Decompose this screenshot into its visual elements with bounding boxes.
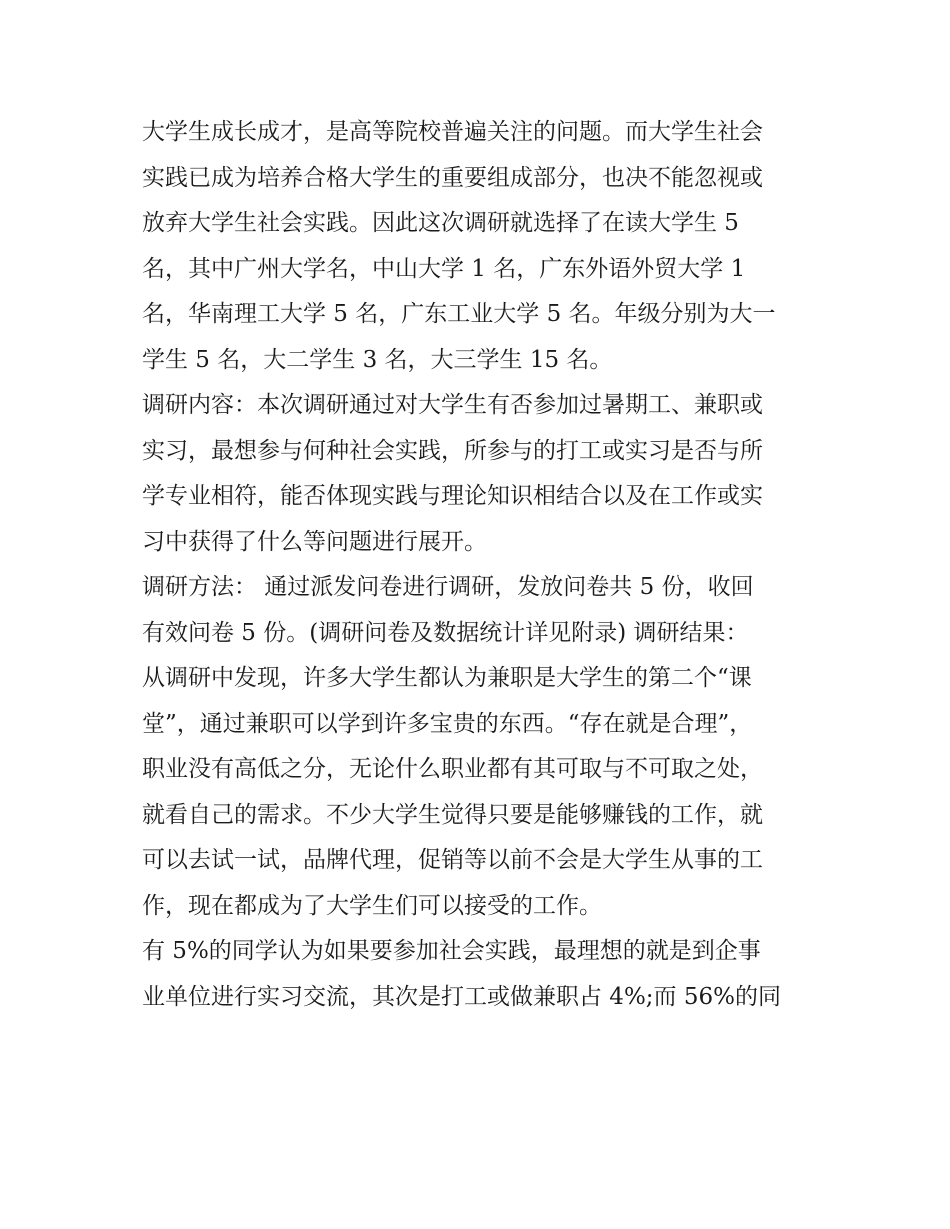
body-text: [142, 110, 822, 1020]
text-line: 实习，最想参与何种社会实践，所参与的打工或实习是否与所: [142, 437, 763, 464]
text-line: 职业没有高低之分，无论什么职业都有其可取与不可取之处，: [142, 756, 763, 782]
text-line: 学专业相符，能否体现实践与理论知识相结合以及在工作或实: [142, 483, 763, 509]
text-line: 有 5%的同学认为如果要参加社会实践，最理想的就是到企事: [142, 938, 761, 964]
text-line: 就看自己的需求。不少大学生觉得只要是能够赚钱的工作，就: [142, 801, 763, 828]
text-line: 有效问卷 5 份。(调研问卷及数据统计详见附录) 调研结果：: [142, 619, 749, 646]
text-line: 作，现在都成为了大学生们可以接受的工作。: [142, 892, 602, 919]
text-line: 学生 5 名，大二学生 3 名，大三学生 15 名。: [142, 346, 613, 373]
text-line: 调研内容：本次调研通过对大学生有否参加过暑期工、兼职或: [142, 392, 763, 418]
text-line: 堂”，通过兼职可以学到许多宝贵的东西。“存在就是合理”，: [142, 710, 753, 737]
text-line: 业单位进行实习交流，其次是打工或做兼职占 4%;而 56%的同: [142, 983, 781, 1010]
text-line: 名，其中广州大学名，中山大学 1 名，广东外语外贸大学 1: [142, 255, 746, 282]
text-line: 习中获得了什么等问题进行展开。: [142, 528, 487, 555]
text-line: 实践已成为培养合格大学生的重要组成部分，也决不能忽视或: [142, 164, 763, 191]
text-line: 从调研中发现，许多大学生都认为兼职是大学生的第二个“课: [142, 665, 752, 691]
text-line: 名，华南理工大学 5 名，广东工业大学 5 名。年级分别为大一: [142, 301, 776, 327]
text-line: 可以去试一试，品牌代理，促销等以前不会是大学生从事的工: [142, 847, 763, 873]
text-line: 大学生成长成才，是高等院校普遍关注的问题。而大学生社会: [142, 119, 763, 145]
text-line: 调研方法： 通过派发问卷进行调研，发放问卷共 5 份，收回: [142, 574, 754, 600]
text-line: 放弃大学生社会实践。因此这次调研就选择了在读大学生 5: [142, 210, 739, 236]
